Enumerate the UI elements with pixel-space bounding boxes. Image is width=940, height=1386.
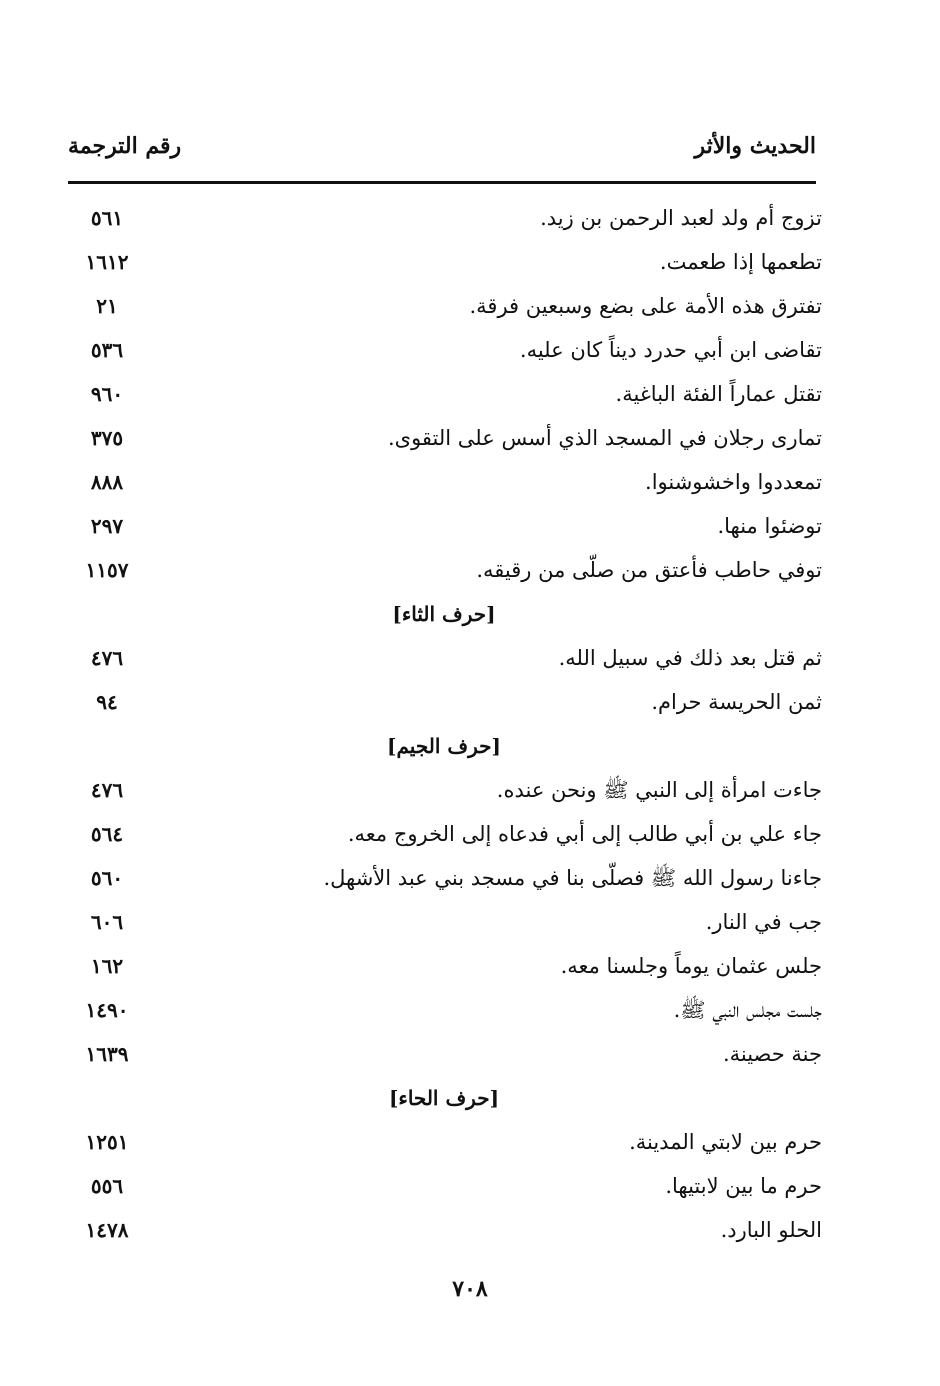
list-item [66,636,822,680]
hadith-phrase: الحلو البارد. [720,1218,822,1242]
hadith-phrase: توضئوا منها. [717,514,822,538]
entry-number: ١٦١٢ [85,250,129,274]
list-item [66,768,822,812]
entry-number: ٥٣٦ [90,338,124,362]
hadith-phrase: تفترق هذه الأمة على بضع وسبعين فرقة. [469,294,822,318]
list-item [66,416,822,460]
entry-number: ١٢٥١ [85,1130,129,1154]
list-item [66,240,822,284]
list-item [66,680,822,724]
entry-number: ٩٦٠ [90,382,124,406]
hadith-phrase: ثم قتل بعد ذلك في سبيل الله. [558,646,822,670]
list-item [66,284,822,328]
hadith-phrase: جاءت امرأة إلى النبي ﷺ ونحن عنده. [496,778,822,802]
hadith-phrase: جب في النار. [705,910,822,934]
page-number: ٧٠٨ [452,1276,488,1302]
list-item [66,372,822,416]
section-heading: [حرف الثاء] [392,602,496,626]
entry-number: ٢١ [96,294,118,318]
list-item [66,1120,822,1164]
list-item [66,548,822,592]
entry-number: ٥٦١ [90,206,124,230]
list-item [66,1032,822,1076]
hadith-phrase: تمارى رجلان في المسجد الذي أسس على التقوى. [387,426,822,450]
entry-number: ١٤٧٨ [85,1218,129,1242]
entry-number: ٣٧٥ [90,426,124,450]
entry-number: ٢٩٧ [90,514,124,538]
section-heading: [حرف الحاء] [388,1086,500,1110]
list-item [66,900,822,944]
hadith-phrase: حرم بين لابتي المدينة. [629,1130,822,1154]
entry-number: ١٦٢ [90,954,124,978]
list-item [66,1164,822,1208]
list-item [66,812,822,856]
hadith-phrase: جاءنا رسول الله ﷺ فصلّى بنا في مسجد بني عبد الأشهل. [323,866,822,890]
entry-list [66,196,822,1252]
entry-number: ٥٥٦ [90,1174,124,1198]
entry-number: ٩٤ [96,690,118,714]
section-heading-row [66,592,822,636]
column-label: رقم الترجمة [68,133,182,159]
entry-number: ١٦٣٩ [85,1042,129,1066]
hadith-phrase: ثمن الحريسة حرام. [651,690,822,714]
section-heading-row [66,724,822,768]
entry-number: ٨٨٨ [90,470,124,494]
list-item [66,328,822,372]
hadith-phrase: تقتل عماراً الفئة الباغية. [615,382,822,406]
list-item [66,460,822,504]
section-heading: [حرف الجيم] [387,734,501,758]
entry-number: ١٤٩٠ [85,998,129,1022]
entry-number: ٥٦٠ [90,866,124,890]
entry-number: ٤٧٦ [90,646,124,670]
entry-number: ٤٧٦ [90,778,124,802]
entry-number: ٦٠٦ [90,910,124,934]
hadith-phrase: حرم ما بين لابتيها. [665,1174,822,1198]
entry-number: ١١٥٧ [85,558,129,582]
list-item [66,504,822,548]
hadith-phrase: تزوج أم ولد لعبد الرحمن بن زيد. [540,206,822,230]
hadith-phrase: تطعمها إذا طعمت. [659,250,822,274]
list-item [66,944,822,988]
entry-number: ٥٦٤ [90,822,124,846]
hadith-phrase: جلس عثمان يوماً وجلسنا معه. [560,954,822,978]
header-divider [68,181,816,184]
list-item [66,1208,822,1252]
hadith-phrase: جاء علي بن أبي طالب إلى أبي فدعاه إلى الخروج معه. [347,822,822,846]
list-item [66,988,822,1032]
list-item [66,856,822,900]
hadith-phrase: تقاضى ابن أبي حدرد ديناً كان عليه. [519,338,822,362]
section-heading-row [66,1076,822,1120]
hadith-phrase: توفي حاطب فأعتق من صلّى من رقيقه. [476,558,822,582]
page-title: الحديث والأثر [694,133,816,159]
hadith-phrase: جنة حصينة. [722,1042,822,1066]
list-item [66,196,822,240]
page-header [68,128,816,168]
hadith-phrase: تمعددوا واخشوشنوا. [645,470,822,494]
hadith-phrase: جلست مجلس النبي ﷺ. [673,998,822,1022]
